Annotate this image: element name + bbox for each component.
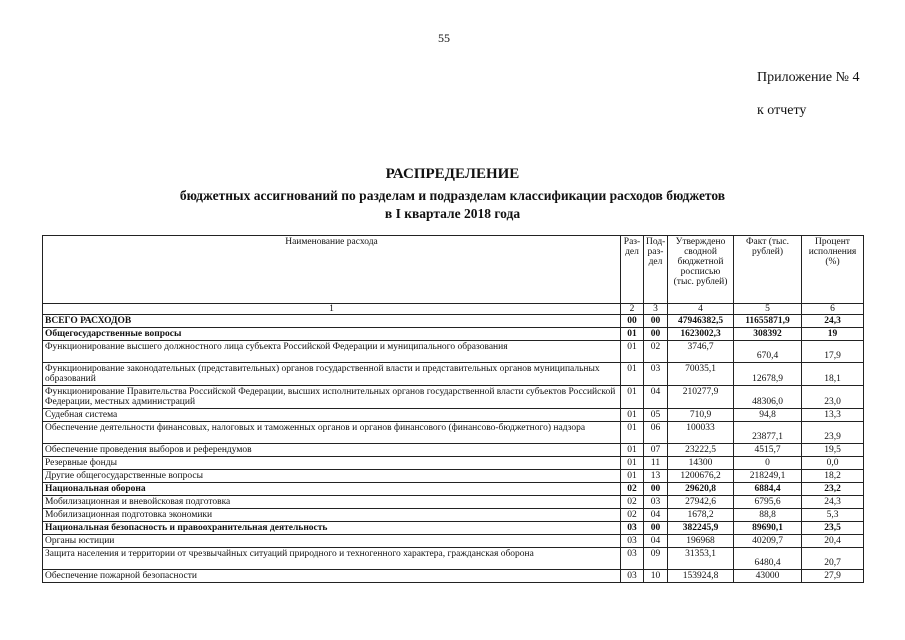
col-number: 2 bbox=[621, 304, 644, 315]
row-fact: 6795,6 bbox=[734, 496, 802, 509]
table-row bbox=[43, 522, 864, 535]
row-approved: 153924,8 bbox=[668, 570, 734, 583]
row-podrazdel: 00 bbox=[644, 328, 668, 341]
row-percent: 19,5 bbox=[802, 444, 864, 457]
table-row bbox=[43, 386, 864, 409]
row-razdel: 01 bbox=[621, 422, 644, 444]
row-name: Обеспечение деятельности финансовых, налоговых и таможенных органов и органов финансового (финансово-бюджетного) надзора bbox=[43, 422, 621, 444]
row-approved: 1200676,2 bbox=[668, 470, 734, 483]
table-row bbox=[43, 535, 864, 548]
header-name: Наименование расхода bbox=[43, 236, 621, 304]
row-percent: 23,5 bbox=[802, 522, 864, 535]
row-name: Судебная система bbox=[43, 409, 621, 422]
table-row bbox=[43, 496, 864, 509]
row-percent: 23,9 bbox=[802, 422, 864, 444]
column-number-row bbox=[43, 304, 864, 315]
row-approved: 100033 bbox=[668, 422, 734, 444]
row-razdel: 03 bbox=[621, 570, 644, 583]
row-percent: 23,0 bbox=[802, 386, 864, 409]
row-approved: 3746,7 bbox=[668, 341, 734, 363]
row-percent: 18,1 bbox=[802, 363, 864, 386]
page-number: 55 bbox=[438, 31, 450, 45]
row-approved: 196968 bbox=[668, 535, 734, 548]
col-number: 3 bbox=[644, 304, 668, 315]
row-razdel: 03 bbox=[621, 548, 644, 570]
row-approved: 47946382,5 bbox=[668, 315, 734, 328]
row-podrazdel: 11 bbox=[644, 457, 668, 470]
row-approved: 29620,8 bbox=[668, 483, 734, 496]
row-percent: 5,3 bbox=[802, 509, 864, 522]
row-razdel: 01 bbox=[621, 470, 644, 483]
row-fact: 6884,4 bbox=[734, 483, 802, 496]
row-podrazdel: 10 bbox=[644, 570, 668, 583]
row-name: Общегосударственные вопросы bbox=[43, 328, 621, 341]
row-fact: 308392 bbox=[734, 328, 802, 341]
row-podrazdel: 04 bbox=[644, 509, 668, 522]
row-razdel: 01 bbox=[621, 363, 644, 386]
row-podrazdel: 13 bbox=[644, 470, 668, 483]
row-percent: 23,2 bbox=[802, 483, 864, 496]
row-razdel: 01 bbox=[621, 386, 644, 409]
row-percent: 20,4 bbox=[802, 535, 864, 548]
row-name: Функционирование Правительства Российской Федерации, высших исполнительных органов государственной власти субъектов Российской Федерации, местных администраций bbox=[43, 386, 621, 409]
header-podrazdel: Под-раз-дел bbox=[644, 236, 668, 304]
row-fact: 4515,7 bbox=[734, 444, 802, 457]
appendix-label: Приложение № 4 bbox=[757, 70, 860, 85]
row-fact: 0 bbox=[734, 457, 802, 470]
row-name: Защита населения и территории от чрезвычайных ситуаций природного и техногенного характера, гражданская оборона bbox=[43, 548, 621, 570]
row-razdel: 01 bbox=[621, 409, 644, 422]
row-fact: 218249,1 bbox=[734, 470, 802, 483]
row-percent: 13,3 bbox=[802, 409, 864, 422]
document-title: РАСПРЕДЕЛЕНИЕ bbox=[385, 166, 520, 182]
row-percent: 24,3 bbox=[802, 315, 864, 328]
row-name: Другие общегосударственные вопросы bbox=[43, 470, 621, 483]
table-row bbox=[43, 422, 864, 444]
row-razdel: 01 bbox=[621, 341, 644, 363]
row-fact: 48306,0 bbox=[734, 386, 802, 409]
table-row bbox=[43, 363, 864, 386]
row-podrazdel: 07 bbox=[644, 444, 668, 457]
row-razdel: 02 bbox=[621, 509, 644, 522]
row-fact: 6480,4 bbox=[734, 548, 802, 570]
row-percent: 24,3 bbox=[802, 496, 864, 509]
table-header-row bbox=[43, 236, 864, 304]
table-row bbox=[43, 328, 864, 341]
row-razdel: 01 bbox=[621, 444, 644, 457]
row-podrazdel: 00 bbox=[644, 522, 668, 535]
row-percent: 27,9 bbox=[802, 570, 864, 583]
row-fact: 88,8 bbox=[734, 509, 802, 522]
col-number: 4 bbox=[668, 304, 734, 315]
row-approved: 70035,1 bbox=[668, 363, 734, 386]
row-podrazdel: 00 bbox=[644, 315, 668, 328]
header-approved: Утверждено сводной бюджетной росписью (тыс. рублей) bbox=[668, 236, 734, 304]
table-row bbox=[43, 409, 864, 422]
row-name: Функционирование высшего должностного лица субъекта Российской Федерации и муниципального образования bbox=[43, 341, 621, 363]
row-name: Обеспечение проведения выборов и референдумов bbox=[43, 444, 621, 457]
row-approved: 27942,6 bbox=[668, 496, 734, 509]
row-fact: 94,8 bbox=[734, 409, 802, 422]
table-row bbox=[43, 444, 864, 457]
row-name: ВСЕГО РАСХОДОВ bbox=[43, 315, 621, 328]
table-row bbox=[43, 457, 864, 470]
row-fact: 89690,1 bbox=[734, 522, 802, 535]
row-podrazdel: 00 bbox=[644, 483, 668, 496]
row-podrazdel: 02 bbox=[644, 341, 668, 363]
table-row bbox=[43, 470, 864, 483]
row-percent: 18,2 bbox=[802, 470, 864, 483]
row-approved: 14300 bbox=[668, 457, 734, 470]
row-name: Мобилизационная подготовка экономики bbox=[43, 509, 621, 522]
header-razdel: Раз-дел bbox=[621, 236, 644, 304]
row-approved: 1678,2 bbox=[668, 509, 734, 522]
row-name: Функционирование законодательных (представительных) органов государственной власти и представительных органов муниципальных образований bbox=[43, 363, 621, 386]
row-percent: 20,7 bbox=[802, 548, 864, 570]
row-fact: 670,4 bbox=[734, 341, 802, 363]
table-row bbox=[43, 509, 864, 522]
row-podrazdel: 05 bbox=[644, 409, 668, 422]
row-approved: 23222,5 bbox=[668, 444, 734, 457]
row-podrazdel: 04 bbox=[644, 535, 668, 548]
row-percent: 17,9 bbox=[802, 341, 864, 363]
row-approved: 210277,9 bbox=[668, 386, 734, 409]
row-fact: 12678,9 bbox=[734, 363, 802, 386]
header-fact: Факт (тыс. рублей) bbox=[734, 236, 802, 304]
col-number: 6 bbox=[802, 304, 864, 315]
row-podrazdel: 06 bbox=[644, 422, 668, 444]
row-podrazdel: 04 bbox=[644, 386, 668, 409]
table-row bbox=[43, 548, 864, 570]
row-name: Обеспечение пожарной безопасности bbox=[43, 570, 621, 583]
row-razdel: 02 bbox=[621, 483, 644, 496]
row-podrazdel: 03 bbox=[644, 363, 668, 386]
row-razdel: 03 bbox=[621, 535, 644, 548]
row-fact: 40209,7 bbox=[734, 535, 802, 548]
row-percent: 0,0 bbox=[802, 457, 864, 470]
row-podrazdel: 03 bbox=[644, 496, 668, 509]
table-row bbox=[43, 483, 864, 496]
row-name: Мобилизационная и вневойсковая подготовка bbox=[43, 496, 621, 509]
row-razdel: 03 bbox=[621, 522, 644, 535]
row-razdel: 01 bbox=[621, 457, 644, 470]
row-approved: 710,9 bbox=[668, 409, 734, 422]
row-fact: 23877,1 bbox=[734, 422, 802, 444]
col-number: 1 bbox=[43, 304, 621, 315]
row-approved: 1623002,3 bbox=[668, 328, 734, 341]
document-period: в I квартале 2018 года bbox=[384, 206, 521, 221]
row-name: Резервные фонды bbox=[43, 457, 621, 470]
row-approved: 31353,1 bbox=[668, 548, 734, 570]
header-percent: Процент исполнения (%) bbox=[802, 236, 864, 304]
table-row bbox=[43, 341, 864, 363]
row-razdel: 01 bbox=[621, 328, 644, 341]
report-label: к отчету bbox=[757, 103, 807, 118]
row-razdel: 02 bbox=[621, 496, 644, 509]
table-row bbox=[43, 315, 864, 328]
table-row bbox=[43, 570, 864, 583]
document-subtitle: бюджетных ассигнований по разделам и подразделам классификации расходов бюджетов bbox=[179, 188, 726, 203]
budget-table bbox=[42, 235, 864, 583]
row-fact: 43000 bbox=[734, 570, 802, 583]
row-fact: 11655871,9 bbox=[734, 315, 802, 328]
row-approved: 382245,9 bbox=[668, 522, 734, 535]
row-name: Национальная безопасность и правоохранительная деятельность bbox=[43, 522, 621, 535]
row-podrazdel: 09 bbox=[644, 548, 668, 570]
col-number: 5 bbox=[734, 304, 802, 315]
row-percent: 19 bbox=[802, 328, 864, 341]
row-razdel: 00 bbox=[621, 315, 644, 328]
row-name: Органы юстиции bbox=[43, 535, 621, 548]
row-name: Национальная оборона bbox=[43, 483, 621, 496]
